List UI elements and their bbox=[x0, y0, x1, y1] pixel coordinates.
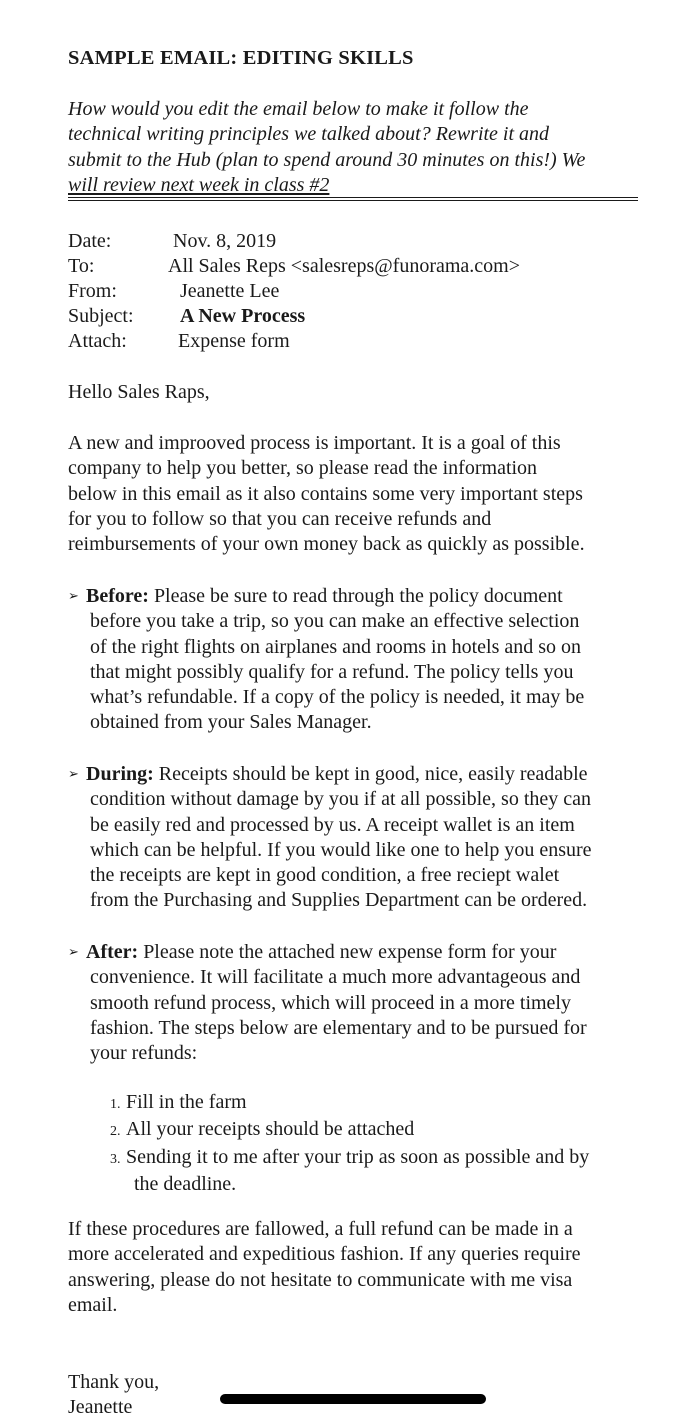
intro-paragraph bbox=[68, 431, 648, 557]
greeting bbox=[68, 380, 648, 405]
bullet-label: Before: bbox=[86, 585, 149, 607]
bullet-line: fashion. The steps below are elementary and to be pursued for bbox=[90, 1016, 587, 1039]
paragraph-line: reimbursements of your own money back as quickly as possible. bbox=[68, 533, 585, 556]
numbered-steps bbox=[110, 1090, 650, 1197]
bullet-line: the receipts are kept in good condition, a free reciept walet bbox=[90, 864, 560, 887]
closing-paragraph bbox=[68, 1217, 648, 1318]
instructions-line: technical writing principles we talked about? Rewrite it and bbox=[68, 123, 550, 146]
bullet-after bbox=[68, 939, 648, 1066]
bullet-line: condition without damage by you if at all possible, so they can bbox=[90, 788, 592, 811]
bullet-line: smooth refund process, which will proceed in a more timely bbox=[90, 991, 571, 1014]
paragraph-line: email. bbox=[68, 1293, 118, 1316]
arrow-bullet-icon: ➢ bbox=[68, 944, 79, 959]
attach-value: Expense form bbox=[178, 330, 290, 352]
attach-label: Attach: bbox=[68, 330, 127, 352]
step-item bbox=[110, 1145, 650, 1198]
bullet-line: of the right flights on airplanes and rooms in hotels and so on bbox=[90, 635, 582, 658]
bullet-line: before you take a trip, so you can make an effective selection bbox=[90, 610, 580, 633]
paragraph-line: company to help you better, so please read the information bbox=[68, 457, 538, 480]
arrow-bullet-icon: ➢ bbox=[68, 766, 79, 781]
subject-value: A New Process bbox=[180, 305, 306, 327]
step-number: 1. bbox=[110, 1097, 121, 1112]
bullet-line: which can be helpful. If you would like one to help you ensure bbox=[90, 838, 592, 861]
greeting-text: Hello Sales Raps, bbox=[68, 381, 210, 403]
step-number: 2. bbox=[110, 1124, 121, 1140]
date-label: Date: bbox=[68, 230, 112, 252]
paragraph-line: for you to follow so that you can receive refunds and bbox=[68, 507, 492, 530]
bullet-text: Please note the attached new expense form for your bbox=[138, 941, 557, 963]
bullet-label: After: bbox=[86, 941, 139, 963]
bullet-line: obtained from your Sales Manager. bbox=[90, 711, 372, 734]
step-text-continued: the deadline. bbox=[134, 1172, 237, 1195]
paragraph-line: If these procedures are fallowed, a full refund can be made in a bbox=[68, 1218, 573, 1240]
bullet-line: that might possibly qualify for a refund. The policy tells you bbox=[90, 660, 574, 683]
bullet-line: from the Purchasing and Supplies Department can be ordered. bbox=[90, 889, 588, 912]
home-indicator-bar[interactable] bbox=[220, 1394, 486, 1404]
double-divider bbox=[68, 197, 638, 201]
step-item bbox=[110, 1117, 650, 1144]
bullet-before bbox=[68, 583, 648, 736]
page-title: SAMPLE EMAIL: EDITING SKILLS bbox=[68, 47, 414, 69]
instructions bbox=[68, 97, 640, 198]
bullet-text: Receipts should be kept in good, nice, easily readable bbox=[153, 763, 588, 785]
date-value: Nov. 8, 2019 bbox=[173, 230, 277, 252]
from-label: From: bbox=[68, 280, 117, 302]
step-text: Sending it to me after your trip as soon as possible and by bbox=[126, 1145, 590, 1168]
bullet-label: During: bbox=[86, 763, 154, 785]
step-text: Fill in the farm bbox=[126, 1091, 247, 1113]
bullet-during bbox=[68, 761, 648, 914]
subject-label: Subject: bbox=[68, 305, 134, 327]
instructions-line: will review next week in class #2 bbox=[68, 173, 330, 196]
to-value: All Sales Reps <salesreps@funorama.com> bbox=[168, 255, 521, 277]
step-item bbox=[110, 1090, 650, 1117]
bullet-line: your refunds: bbox=[90, 1042, 198, 1065]
step-number: 3. bbox=[110, 1151, 121, 1167]
bullet-line: convenience. It will facilitate a much more advantageous and bbox=[90, 966, 581, 989]
step-text: All your receipts should be attached bbox=[126, 1118, 415, 1141]
paragraph-line: more accelerated and expeditious fashion. If any queries require bbox=[68, 1243, 581, 1266]
instructions-line: How would you edit the email below to make it follow the bbox=[68, 98, 529, 120]
signoff-thanks: Thank you, bbox=[68, 1371, 160, 1393]
instructions-line: submit to the Hub (plan to spend around 30 minutes on this!) We bbox=[68, 148, 586, 171]
signoff-name: Jeanette bbox=[68, 1396, 133, 1419]
arrow-bullet-icon: ➢ bbox=[68, 588, 79, 603]
paragraph-line: A new and improoved process is important. It is a goal of this bbox=[68, 432, 561, 454]
bullet-line: be easily red and processed by us. A receipt wallet is an item bbox=[90, 813, 575, 836]
bullet-text: Please be sure to read through the policy document bbox=[148, 585, 563, 607]
bullet-line: what’s refundable. If a copy of the policy is needed, it may be bbox=[90, 686, 585, 709]
from-value: Jeanette Lee bbox=[180, 280, 280, 302]
to-label: To: bbox=[68, 255, 95, 277]
paragraph-line: answering, please do not hesitate to communicate with me visa bbox=[68, 1268, 573, 1291]
paragraph-line: below in this email as it also contains some very important steps bbox=[68, 482, 583, 505]
